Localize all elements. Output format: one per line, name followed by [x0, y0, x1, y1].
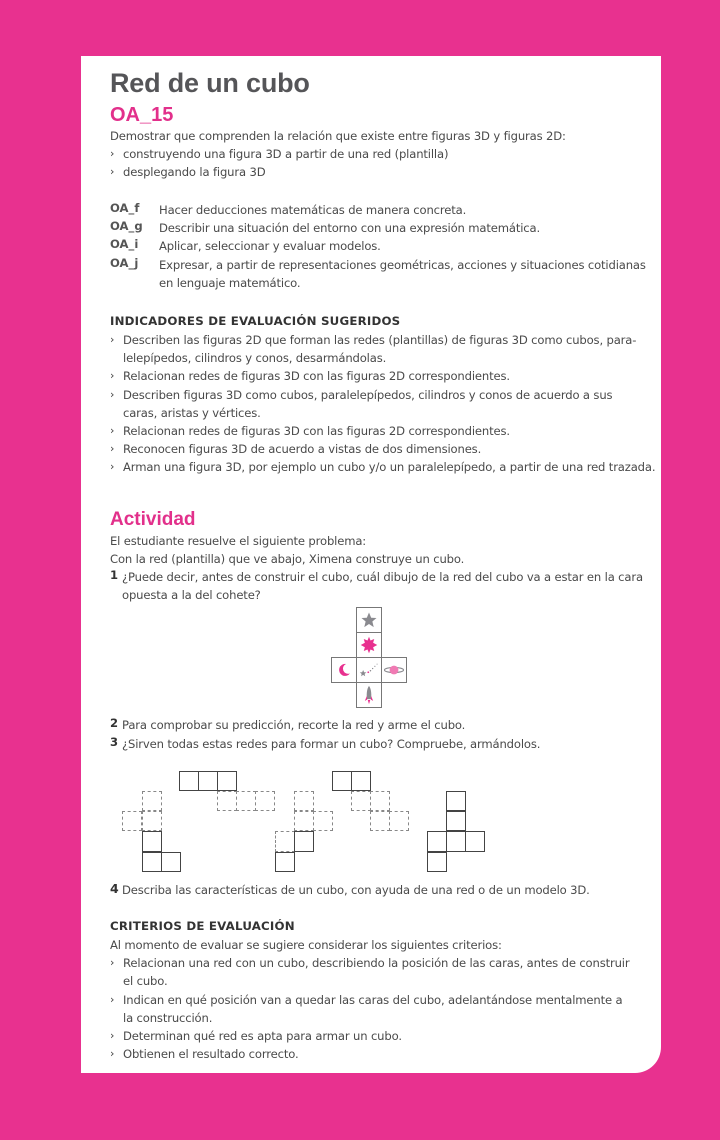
bullet-icon: › [110, 956, 115, 969]
criteria-item: Determinan qué red es apta para armar un cubo. [123, 1029, 402, 1043]
objective-intro: Demostrar que comprenden la relación que existe entre figuras 3D y figuras 2D: [110, 129, 566, 143]
question-text-cont: opuesta a la del cohete? [122, 588, 261, 602]
net-cell [313, 811, 333, 831]
net-cell [255, 791, 275, 811]
star-icon [360, 611, 378, 629]
bullet-icon: › [110, 369, 115, 382]
sun-icon [360, 636, 378, 654]
oa-code: OA_g [110, 219, 143, 233]
net-cell [198, 771, 218, 791]
indicator-item-cont: caras, aristas y vértices. [123, 406, 261, 420]
oa-text: Describir una situación del entorno con una expresión matemática. [159, 221, 540, 235]
criteria-item: Indican en qué posición van a quedar las caras del cubo, adelantándose mentalmente a [123, 993, 623, 1007]
oa-text: Hacer deducciones matemáticas de manera concreta. [159, 203, 467, 217]
bullet-icon: › [110, 460, 115, 473]
net-cell [332, 771, 352, 791]
criteria-item-cont: el cubo. [123, 974, 168, 988]
net-cell [351, 791, 371, 811]
net-cell [465, 831, 485, 852]
planet-icon [383, 662, 405, 678]
bullet-icon: › [110, 1029, 115, 1042]
net-cell [446, 811, 466, 831]
net-cell [217, 771, 237, 791]
net-cell [427, 852, 447, 872]
net-cell [142, 791, 162, 811]
page-title: Red de un cubo [110, 68, 310, 98]
oa-text: Expresar, a partir de representaciones geométricas, acciones y situaciones cotidianas [159, 258, 646, 272]
net-cell [427, 831, 447, 852]
net-cell [446, 831, 466, 852]
bullet-icon: › [110, 147, 115, 160]
bullet-icon: › [110, 1047, 115, 1060]
question-number: 4 [110, 881, 119, 896]
indicators-heading: INDICADORES DE EVALUACIÓN SUGERIDOS [110, 314, 401, 328]
net-cell [179, 771, 199, 791]
objective-item: desplegando la figura 3D [123, 165, 266, 179]
question-text: ¿Sirven todas estas redes para formar un cubo? Compruebe, armándolos. [122, 737, 541, 751]
question-text: Describa las características de un cubo, con ayuda de una red o de un modelo 3D. [122, 883, 590, 897]
moon-icon [336, 662, 352, 678]
activity-intro: Con la red (plantilla) que ve abajo, Ximena construye un cubo. [110, 552, 465, 566]
objective-code: OA_15 [110, 104, 174, 126]
net-cell [217, 791, 237, 811]
oa-code: OA_f [110, 201, 140, 215]
net-cell [446, 791, 466, 811]
indicator-item: Arman una figura 3D, por ejemplo un cubo y/o un paralelepípedo, a partir de una red trazada. [123, 460, 656, 474]
net-cell [236, 791, 256, 811]
criteria-item: Relacionan una red con un cubo, describiendo la posición de las caras, antes de construir [123, 956, 630, 970]
net-cell [370, 811, 390, 831]
criteria-item-cont: la construcción. [123, 1011, 213, 1025]
net-cell [142, 811, 162, 831]
oa-text-cont: en lenguaje matemático. [159, 276, 301, 290]
oa-text: Aplicar, seleccionar y evaluar modelos. [159, 239, 381, 253]
question-number: 3 [110, 735, 119, 749]
net-face-top [356, 607, 382, 633]
bullet-icon: › [110, 424, 115, 437]
activity-heading: Actividad [110, 509, 196, 530]
net-cell [389, 811, 409, 831]
net-face-center [356, 657, 382, 683]
net-cell [161, 852, 181, 872]
indicator-item: Describen las figuras 2D que forman las redes (plantillas) de figuras 3D como cubos, para- [123, 333, 637, 347]
net-cell [142, 852, 162, 872]
net-cell [370, 791, 390, 811]
net-face-bottom [356, 682, 382, 708]
question-text: Para comprobar su predicción, recorte la red y arme el cubo. [122, 718, 466, 732]
oa-code: OA_j [110, 256, 139, 270]
indicator-item: Reconocen figuras 3D de acuerdo a vistas de dos dimensiones. [123, 442, 482, 456]
question-number: 1 [110, 568, 119, 582]
indicator-item: Describen figuras 3D como cubos, paralelepípedos, cilindros y conos de acuerdo a sus [123, 388, 613, 402]
net-cell [294, 811, 314, 831]
bullet-icon: › [110, 388, 115, 401]
net-cell [351, 771, 371, 791]
net-cell [142, 831, 162, 852]
net-cell [275, 831, 295, 852]
bullet-icon: › [110, 993, 115, 1006]
rocket-icon [362, 685, 376, 705]
net-cell [294, 791, 314, 811]
indicator-item: Relacionan redes de figuras 3D con las figuras 2D correspondientes. [123, 424, 510, 438]
criteria-heading: CRITERIOS DE EVALUACIÓN [110, 919, 295, 933]
oa-code: OA_i [110, 237, 139, 251]
net-face-left [331, 657, 357, 683]
net-cell [294, 831, 314, 852]
net-cell [122, 811, 142, 831]
net-face-right [381, 657, 407, 683]
net-cell [275, 852, 295, 872]
net-face-upper [356, 632, 382, 658]
bullet-icon: › [110, 165, 115, 178]
question-text: ¿Puede decir, antes de construir el cubo, cuál dibujo de la red del cubo va a estar en la cara [122, 570, 643, 584]
bullet-icon: › [110, 442, 115, 455]
bullet-icon: › [110, 333, 115, 346]
objective-item: construyendo una figura 3D a partir de una red (plantilla) [123, 147, 449, 161]
activity-intro: El estudiante resuelve el siguiente problema: [110, 534, 367, 548]
criteria-intro: Al momento de evaluar se sugiere considerar los siguientes criterios: [110, 938, 502, 952]
indicator-item: Relacionan redes de figuras 3D con las figuras 2D correspondientes. [123, 369, 510, 383]
criteria-item: Obtienen el resultado correcto. [123, 1047, 299, 1061]
indicator-item-cont: lelepípedos, cilindros y conos, desarmándolas. [123, 351, 387, 365]
stars-comet-icon [358, 660, 380, 680]
question-number: 2 [110, 716, 119, 730]
